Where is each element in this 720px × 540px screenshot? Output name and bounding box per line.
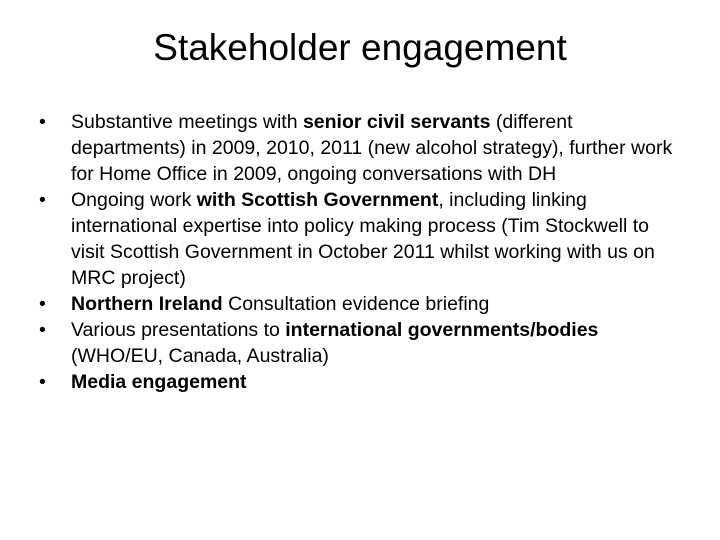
bullet-text: (different departments) in 2009, 2010, 2011 (new alcohol strategy), further work for Home Office in 2009, ongoing conversations with DH — [71, 111, 673, 185]
bullet-text: , including linking international expertise into policy making process (Tim Stockwell to visit Scottish Government in October 2011 whilst working with us on MRC project) — [71, 189, 655, 289]
bullet-list — [36, 109, 688, 395]
bullet-marker: • — [39, 293, 46, 315]
bullet-marker: • — [39, 111, 46, 133]
bullet-item — [36, 317, 688, 369]
bullet-text-bold: Northern Ireland — [71, 293, 223, 315]
bullet-text: Consultation evidence briefing — [222, 293, 490, 315]
bullet-text: (WHO/EU, Canada, Australia) — [71, 345, 329, 367]
bullet-text: Various presentations to — [71, 319, 286, 341]
bullet-marker: • — [39, 371, 46, 393]
bullet-text: Substantive meetings with — [71, 111, 303, 133]
bullet-text-bold: Media engagement — [71, 371, 247, 393]
slide-title: Stakeholder engagement — [153, 27, 567, 68]
bullet-marker: • — [39, 319, 46, 341]
bullet-text-bold: international governments/bodies — [285, 319, 599, 341]
bullet-text: Ongoing work — [71, 189, 197, 211]
bullet-item — [36, 187, 688, 291]
bullet-text-bold: with Scottish Government — [196, 189, 439, 211]
bullet-marker: • — [39, 189, 46, 211]
bullet-item — [36, 291, 688, 317]
bullet-text-bold: senior civil servants — [302, 111, 491, 133]
bullet-item — [36, 109, 688, 187]
bullet-item — [36, 369, 688, 395]
